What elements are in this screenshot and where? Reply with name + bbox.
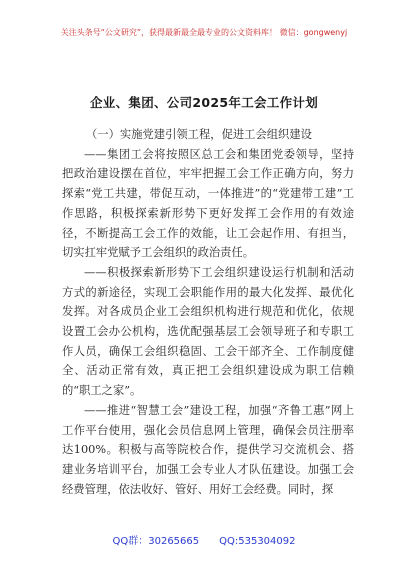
section-heading: （一）实施党建引领工程，促进工会组织建设 bbox=[86, 128, 312, 141]
paragraph-smart-union: ——推进“智慧工会”建设工程，加强“齐鲁工惠”网上工作平台使用，强化会员信息网上管理，确保会员注册率达100%。积极与高等院校合作，提供学习交流机会、搭建业务培训平台，加强工会专业人才队伍建设。加强工会经费管理，依法收好、管好、用好工会经费。同时，探 bbox=[62, 403, 354, 496]
paragraph-organization: ——积极探索新形势下工会组织建设运行机制和活动方式的新途径，实现工会职能作用的最大化发挥、最优化发挥。对各成员企业工会组织机构进行规范和优化，依规设置工会办公机构，选优配强基层工会领导班子和专职工作人员，确保工会组织稳固、工会干部齐全、工作制度健全、活动正常有效，真正把工会组织建设成为职工信赖的“职工之家”。 bbox=[62, 265, 354, 398]
document-title: 企业、集团、公司2025年工会工作计划 bbox=[90, 95, 318, 110]
paragraph-party-building: ——集团工会将按照区总工会和集团党委领导，坚持把政治建设摆在首位，牢牢把握工会工作正确方向，努力探索“党工共建，带促互动，一体推进”的“党建带工建”工作思路，积极探索新形势下更好发挥工会作用的有效途径，不断提高工会工作的效能，让工会起作用、有担当，切实扛牢党赋予工会组织的政治责任。 bbox=[62, 147, 354, 260]
promo-banner[interactable]: 关注头条号“公文研究”，获得最新最全最专业的公文资料库！ 微信：gongwenyj bbox=[60, 28, 348, 37]
document-body bbox=[62, 125, 354, 499]
contact-footer[interactable]: QQ群：30265665 QQ:535304092 bbox=[112, 536, 296, 547]
